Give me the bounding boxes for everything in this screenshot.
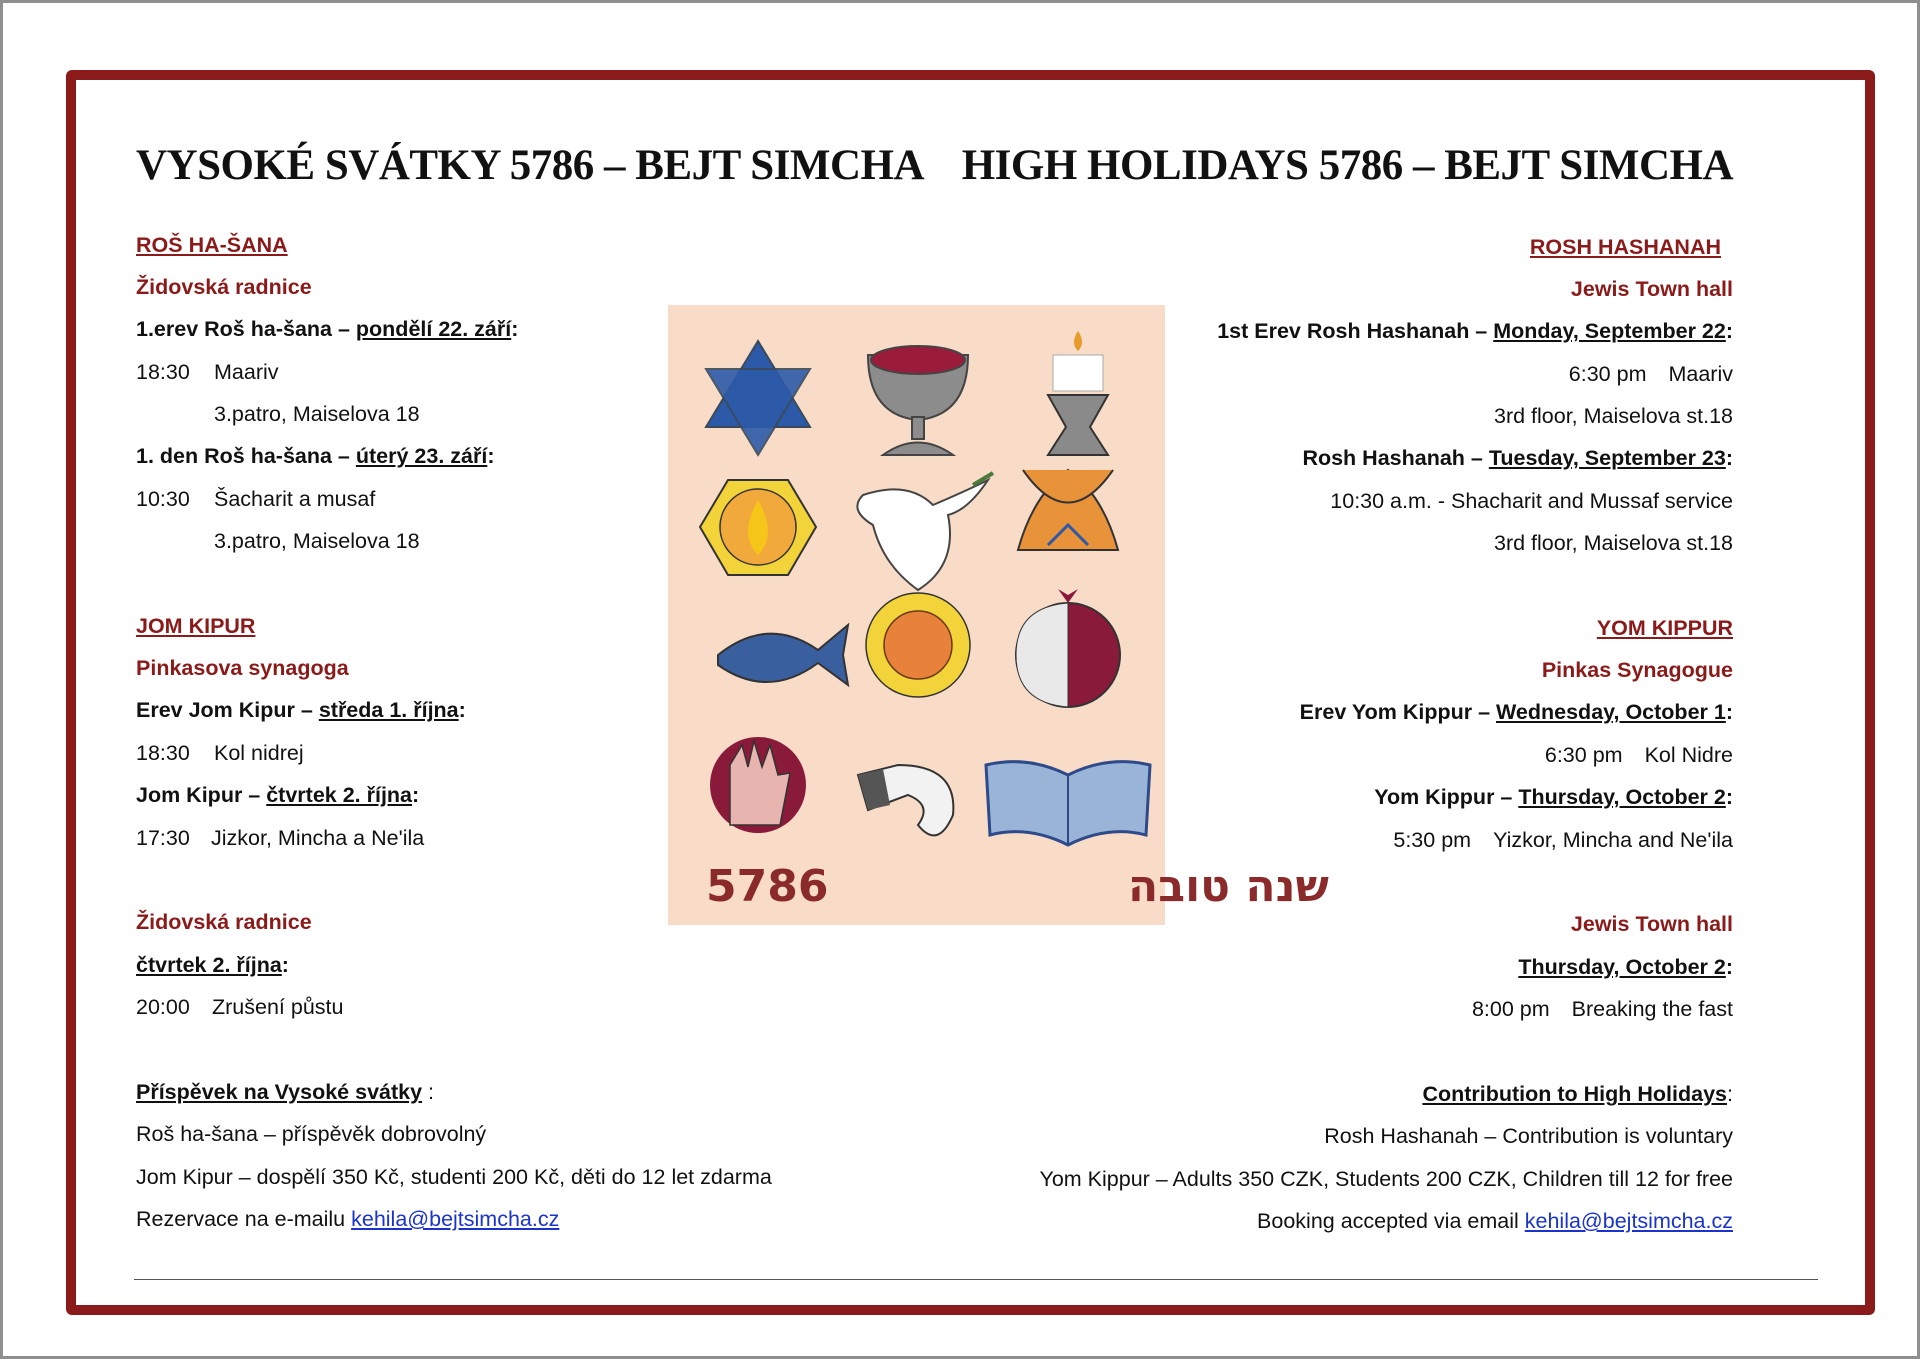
email-link-en[interactable]: kehila@bejtsimcha.cz bbox=[1524, 1209, 1733, 1233]
footer-divider bbox=[134, 1279, 1818, 1280]
event-yk-date-cz: čtvrtek 2. října bbox=[266, 783, 413, 807]
event-erev1-date-en: Monday, September 22 bbox=[1493, 319, 1726, 343]
shana-tova-poster bbox=[668, 305, 1329, 925]
poster-year: 5786 bbox=[706, 861, 829, 912]
event-day1-date-cz: úterý 23. září bbox=[355, 444, 488, 468]
section-heading-yk-cz: JOM KIPUR bbox=[136, 614, 256, 638]
event-erev-yk-cz: Erev Jom Kipur – středa 1. října: bbox=[136, 698, 466, 722]
event-fast-date-cz: čtvrtek 2. října bbox=[136, 953, 282, 977]
place-day1-en: 3rd floor, Maiselova st.18 bbox=[1493, 531, 1733, 555]
place-day1-cz: 3.patro, Maiselova 18 bbox=[214, 529, 420, 553]
venue-yk-cz: Pinkasova synagoga bbox=[136, 656, 349, 680]
schedule-erev1-cz: 18:30 Maariv bbox=[136, 360, 279, 384]
event-fast-date-en: Thursday, October 2 bbox=[1518, 955, 1726, 979]
schedule-yk-cz: 17:30 Jizkor, Mincha a Ne'ila bbox=[136, 826, 425, 850]
place-erev1-cz: 3.patro, Maiselova 18 bbox=[214, 402, 420, 426]
shofar-icon bbox=[858, 765, 953, 835]
fish-icon bbox=[718, 625, 848, 685]
event-erev-yk-date-cz: středa 1. října bbox=[318, 698, 459, 722]
event-fast-cz: čtvrtek 2. října: bbox=[136, 953, 289, 977]
poster-illustration bbox=[668, 305, 1329, 925]
poster-greeting: שנה טובה bbox=[1128, 861, 1329, 912]
book-icon bbox=[986, 762, 1150, 845]
venue-fast-en: Jewis Town hall bbox=[1570, 912, 1733, 936]
venue-fast-cz: Židovská radnice bbox=[136, 910, 312, 934]
title-czech: VYSOKÉ SVÁTKY 5786 – BEJT SIMCHA bbox=[136, 142, 925, 189]
schedule-erev-yk-en: 6:30 pm Kol Nidre bbox=[1544, 743, 1733, 767]
section-heading-yk-en: YOM KIPPUR bbox=[1596, 616, 1733, 640]
event-yk-en: Yom Kippur – Thursday, October 2: bbox=[1374, 785, 1733, 809]
event-erev1-date-cz: pondělí 22. září bbox=[355, 317, 512, 341]
pomegranate-icon bbox=[1016, 589, 1120, 707]
contribution-line3-cz: Rezervace na e-mailu kehila@bejtsimcha.cz bbox=[136, 1207, 560, 1231]
event-yk-date-en: Thursday, October 2 bbox=[1518, 785, 1726, 809]
menorah-icon bbox=[1018, 470, 1118, 550]
title-english: HIGH HOLIDAYS 5786 – BEJT SIMCHA bbox=[961, 142, 1733, 189]
event-day1-en: Rosh Hashanah – Tuesday, September 23: bbox=[1302, 446, 1733, 470]
schedule-day1-en: 10:30 a.m. - Shacharit and Mussaf service bbox=[1330, 489, 1733, 513]
schedule-day1-cz: 10:30 Šacharit a musaf bbox=[136, 487, 376, 511]
contribution-heading-en: Contribution to High Holidays: bbox=[1422, 1082, 1733, 1106]
section-heading-rosh-cz: ROŠ HA-ŠANA bbox=[136, 233, 288, 257]
event-fast-en: Thursday, October 2: bbox=[1518, 955, 1733, 979]
dove-icon bbox=[857, 473, 993, 590]
contribution-heading-cz: Příspěvek na Vysoké svátky : bbox=[136, 1080, 435, 1104]
schedule-fast-en: 8:00 pm Breaking the fast bbox=[1471, 997, 1733, 1021]
contribution-line2-en: Yom Kippur – Adults 350 CZK, Students 200 CZK, Children till 12 for free bbox=[1039, 1167, 1733, 1191]
schedule-erev1-en: 6:30 pm Maariv bbox=[1568, 362, 1733, 386]
event-yk-cz: Jom Kipur – čtvrtek 2. října: bbox=[136, 783, 420, 807]
kiddush-cup-icon bbox=[868, 346, 968, 455]
contribution-line1-cz: Roš ha-šana – příspěvěk dobrovolný bbox=[136, 1122, 487, 1146]
event-day1-date-en: Tuesday, September 23 bbox=[1488, 446, 1726, 470]
hamsa-icon bbox=[710, 737, 806, 833]
candle-icon bbox=[1048, 331, 1108, 455]
contribution-line1-en: Rosh Hashanah – Contribution is voluntary bbox=[1324, 1124, 1733, 1148]
schedule-yk-en: 5:30 pm Yizkor, Mincha and Ne'ila bbox=[1393, 828, 1733, 852]
event-erev-yk-en: Erev Yom Kippur – Wednesday, October 1: bbox=[1299, 700, 1733, 724]
schedule-fast-cz: 20:00 Zrušení půstu bbox=[136, 995, 344, 1019]
contribution-line2-cz: Jom Kipur – dospělí 350 Kč, studenti 200 Kč, děti do 12 let zdarma bbox=[136, 1165, 772, 1189]
venue-rosh-cz: Židovská radnice bbox=[136, 275, 312, 299]
event-erev1-cz: 1.erev Roš ha-šana – pondělí 22. září: bbox=[136, 317, 519, 341]
venue-rosh-en: Jewis Town hall bbox=[1570, 277, 1733, 301]
place-erev1-en: 3rd floor, Maiselova st.18 bbox=[1493, 404, 1733, 428]
event-erev1-en: 1st Erev Rosh Hashanah – Monday, September 22: bbox=[1217, 319, 1733, 343]
email-link-cz[interactable]: kehila@bejtsimcha.cz bbox=[351, 1207, 560, 1231]
contribution-line3-en: Booking accepted via email kehila@bejtsimcha.cz bbox=[1257, 1209, 1733, 1233]
venue-yk-en: Pinkas Synagogue bbox=[1541, 658, 1733, 682]
star-of-david-icon bbox=[706, 341, 810, 455]
event-erev-yk-date-en: Wednesday, October 1 bbox=[1496, 700, 1726, 724]
honey-icon bbox=[700, 480, 816, 575]
section-heading-rosh-en: ROSH HASHANAH bbox=[1529, 235, 1721, 259]
pomegranate-seeds-icon bbox=[866, 593, 970, 697]
event-day1-cz: 1. den Roš ha-šana – úterý 23. září: bbox=[136, 444, 495, 468]
schedule-erev-yk-cz: 18:30 Kol nidrej bbox=[136, 741, 304, 765]
